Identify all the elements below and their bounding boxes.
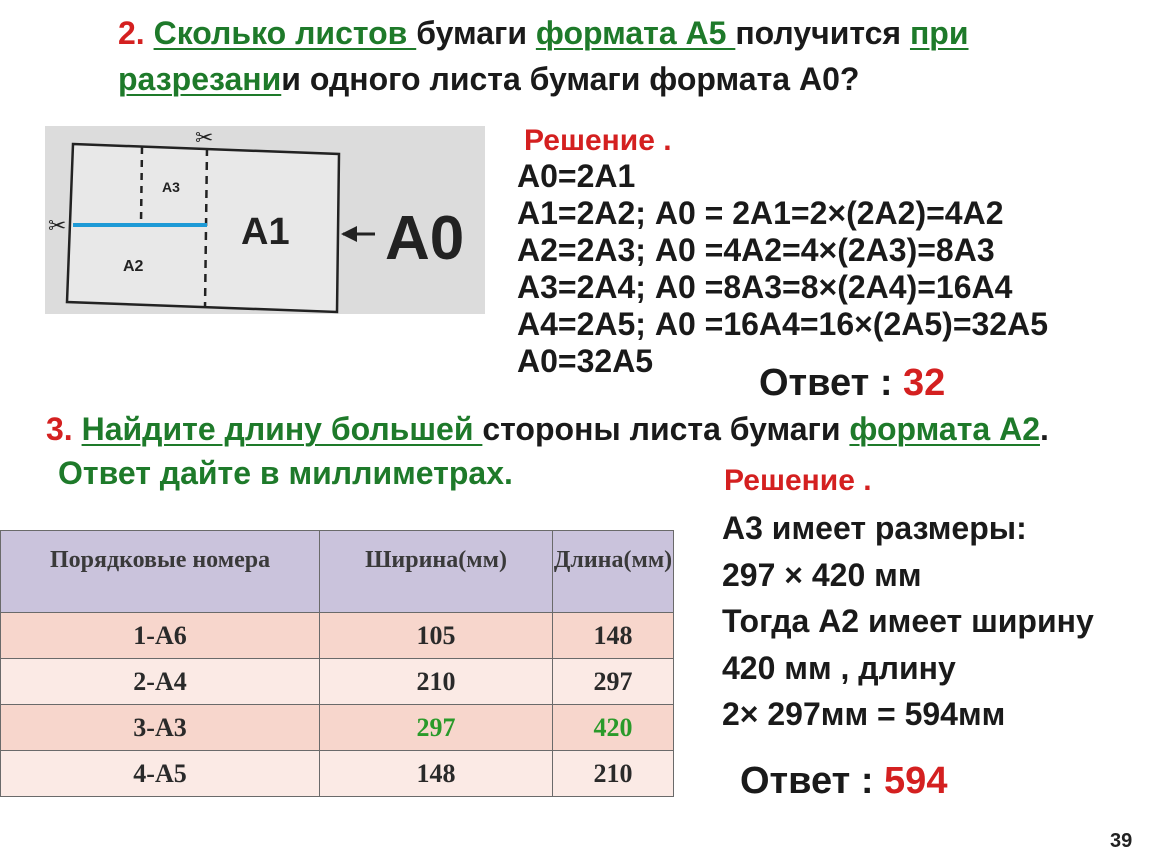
answer-1-value: 32 [903, 362, 946, 404]
solution-2-lines [722, 505, 1094, 738]
question-2-number: 2. [118, 15, 145, 51]
paper-sizes-table [0, 530, 674, 797]
question-2-link-format[interactable]: формата А5 [535, 15, 736, 51]
arrow-head [341, 226, 357, 242]
table-cell: 210 [553, 751, 674, 797]
table-cell-highlighted: 420 [553, 705, 674, 751]
label-a3: А3 [162, 179, 180, 195]
question-3 [46, 409, 1049, 449]
table-header-cell: Порядковые номера [1, 531, 320, 613]
solution-1-line: А4=2А5; А0 =16А4=16×(2А5)=32А5 [517, 306, 1048, 342]
question-2-text: бумаги [416, 15, 536, 51]
solution-1-line: А0=32А5 [517, 343, 654, 379]
question-3-link-format[interactable]: формата А2 [849, 411, 1040, 447]
scissors-icon-left: ✂ [48, 213, 67, 238]
table-cell: 3-А3 [1, 705, 320, 751]
question-2-qmark: ? [839, 61, 860, 97]
solution-1-line: А2=2А3; А0 =4А2=4×(2А3)=8А3 [517, 232, 995, 268]
solution-1-line: А1=2А2; А0 = 2А1=2×(2А2)=4А2 [517, 195, 1004, 231]
paper-cut-diagram [45, 126, 485, 314]
paper-cut-svg [45, 126, 485, 314]
answer-1 [759, 362, 945, 405]
solution-2-line: 2× 297мм = 594мм [722, 696, 1006, 732]
a0-sheet-outline [67, 144, 339, 312]
table-row [1, 613, 674, 659]
solution-1-line: А0=2А1 [517, 158, 636, 194]
solution-2-line: А3 имеет размеры: [722, 510, 1027, 546]
question-3-number: 3. [46, 411, 73, 447]
question-2-link-when[interactable]: при [909, 15, 969, 51]
solution-2-heading: Решение . [724, 464, 872, 497]
solution-1-line: А3=2А4; А0 =8А3=8×(2А4)=16А4 [517, 269, 1013, 305]
question-3-text: стороны листа бумаги [482, 411, 850, 447]
label-a0: А0 [385, 204, 465, 273]
solution-2-line: 297 × 420 мм [722, 556, 922, 593]
scissors-icon-top: ✂ [195, 126, 214, 150]
table-row [1, 705, 674, 751]
solution-2-line: 420 мм , длину [722, 649, 956, 686]
solution-2-line: Тогда А2 имеет ширину [722, 603, 1094, 639]
question-3-line-2: Ответ дайте в миллиметрах. [58, 455, 513, 491]
table-cell: 1-А6 [1, 613, 320, 659]
table-header-cell: Длина(мм) [553, 531, 674, 613]
solution-1-heading: Решение . [524, 124, 672, 157]
question-2-link-cutting[interactable]: разрезани [118, 61, 282, 97]
question-3-period: . [1039, 411, 1049, 447]
table-header-row [1, 531, 674, 613]
table-cell: 148 [553, 613, 674, 659]
table-row [1, 751, 674, 797]
question-2-link-sheets[interactable]: Сколько листов [153, 15, 417, 51]
question-2-text-3: и одного листа бумаги формата А0 [281, 61, 840, 97]
table-cell-highlighted: 297 [320, 705, 553, 751]
table-row [1, 659, 674, 705]
table-cell: 2-А4 [1, 659, 320, 705]
table-header-cell: Ширина(мм) [320, 531, 553, 613]
table-cell: 4-А5 [1, 751, 320, 797]
answer-2 [740, 760, 947, 803]
question-3-link-length[interactable]: Найдите длину большей [81, 411, 483, 447]
label-a1: А1 [241, 211, 290, 253]
answer-2-label: Ответ : [740, 760, 885, 802]
answer-1-label: Ответ : [759, 362, 904, 404]
question-2-line-2 [118, 59, 859, 99]
question-2 [118, 13, 969, 53]
page-number: 39 [1110, 830, 1133, 852]
table-cell: 105 [320, 613, 553, 659]
table-cell: 210 [320, 659, 553, 705]
label-a2: А2 [123, 258, 144, 275]
answer-2-value: 594 [884, 760, 948, 802]
table-cell: 148 [320, 751, 553, 797]
question-2-text-2: получится [735, 15, 910, 51]
table-cell: 297 [553, 659, 674, 705]
solution-1-lines [517, 158, 1048, 380]
